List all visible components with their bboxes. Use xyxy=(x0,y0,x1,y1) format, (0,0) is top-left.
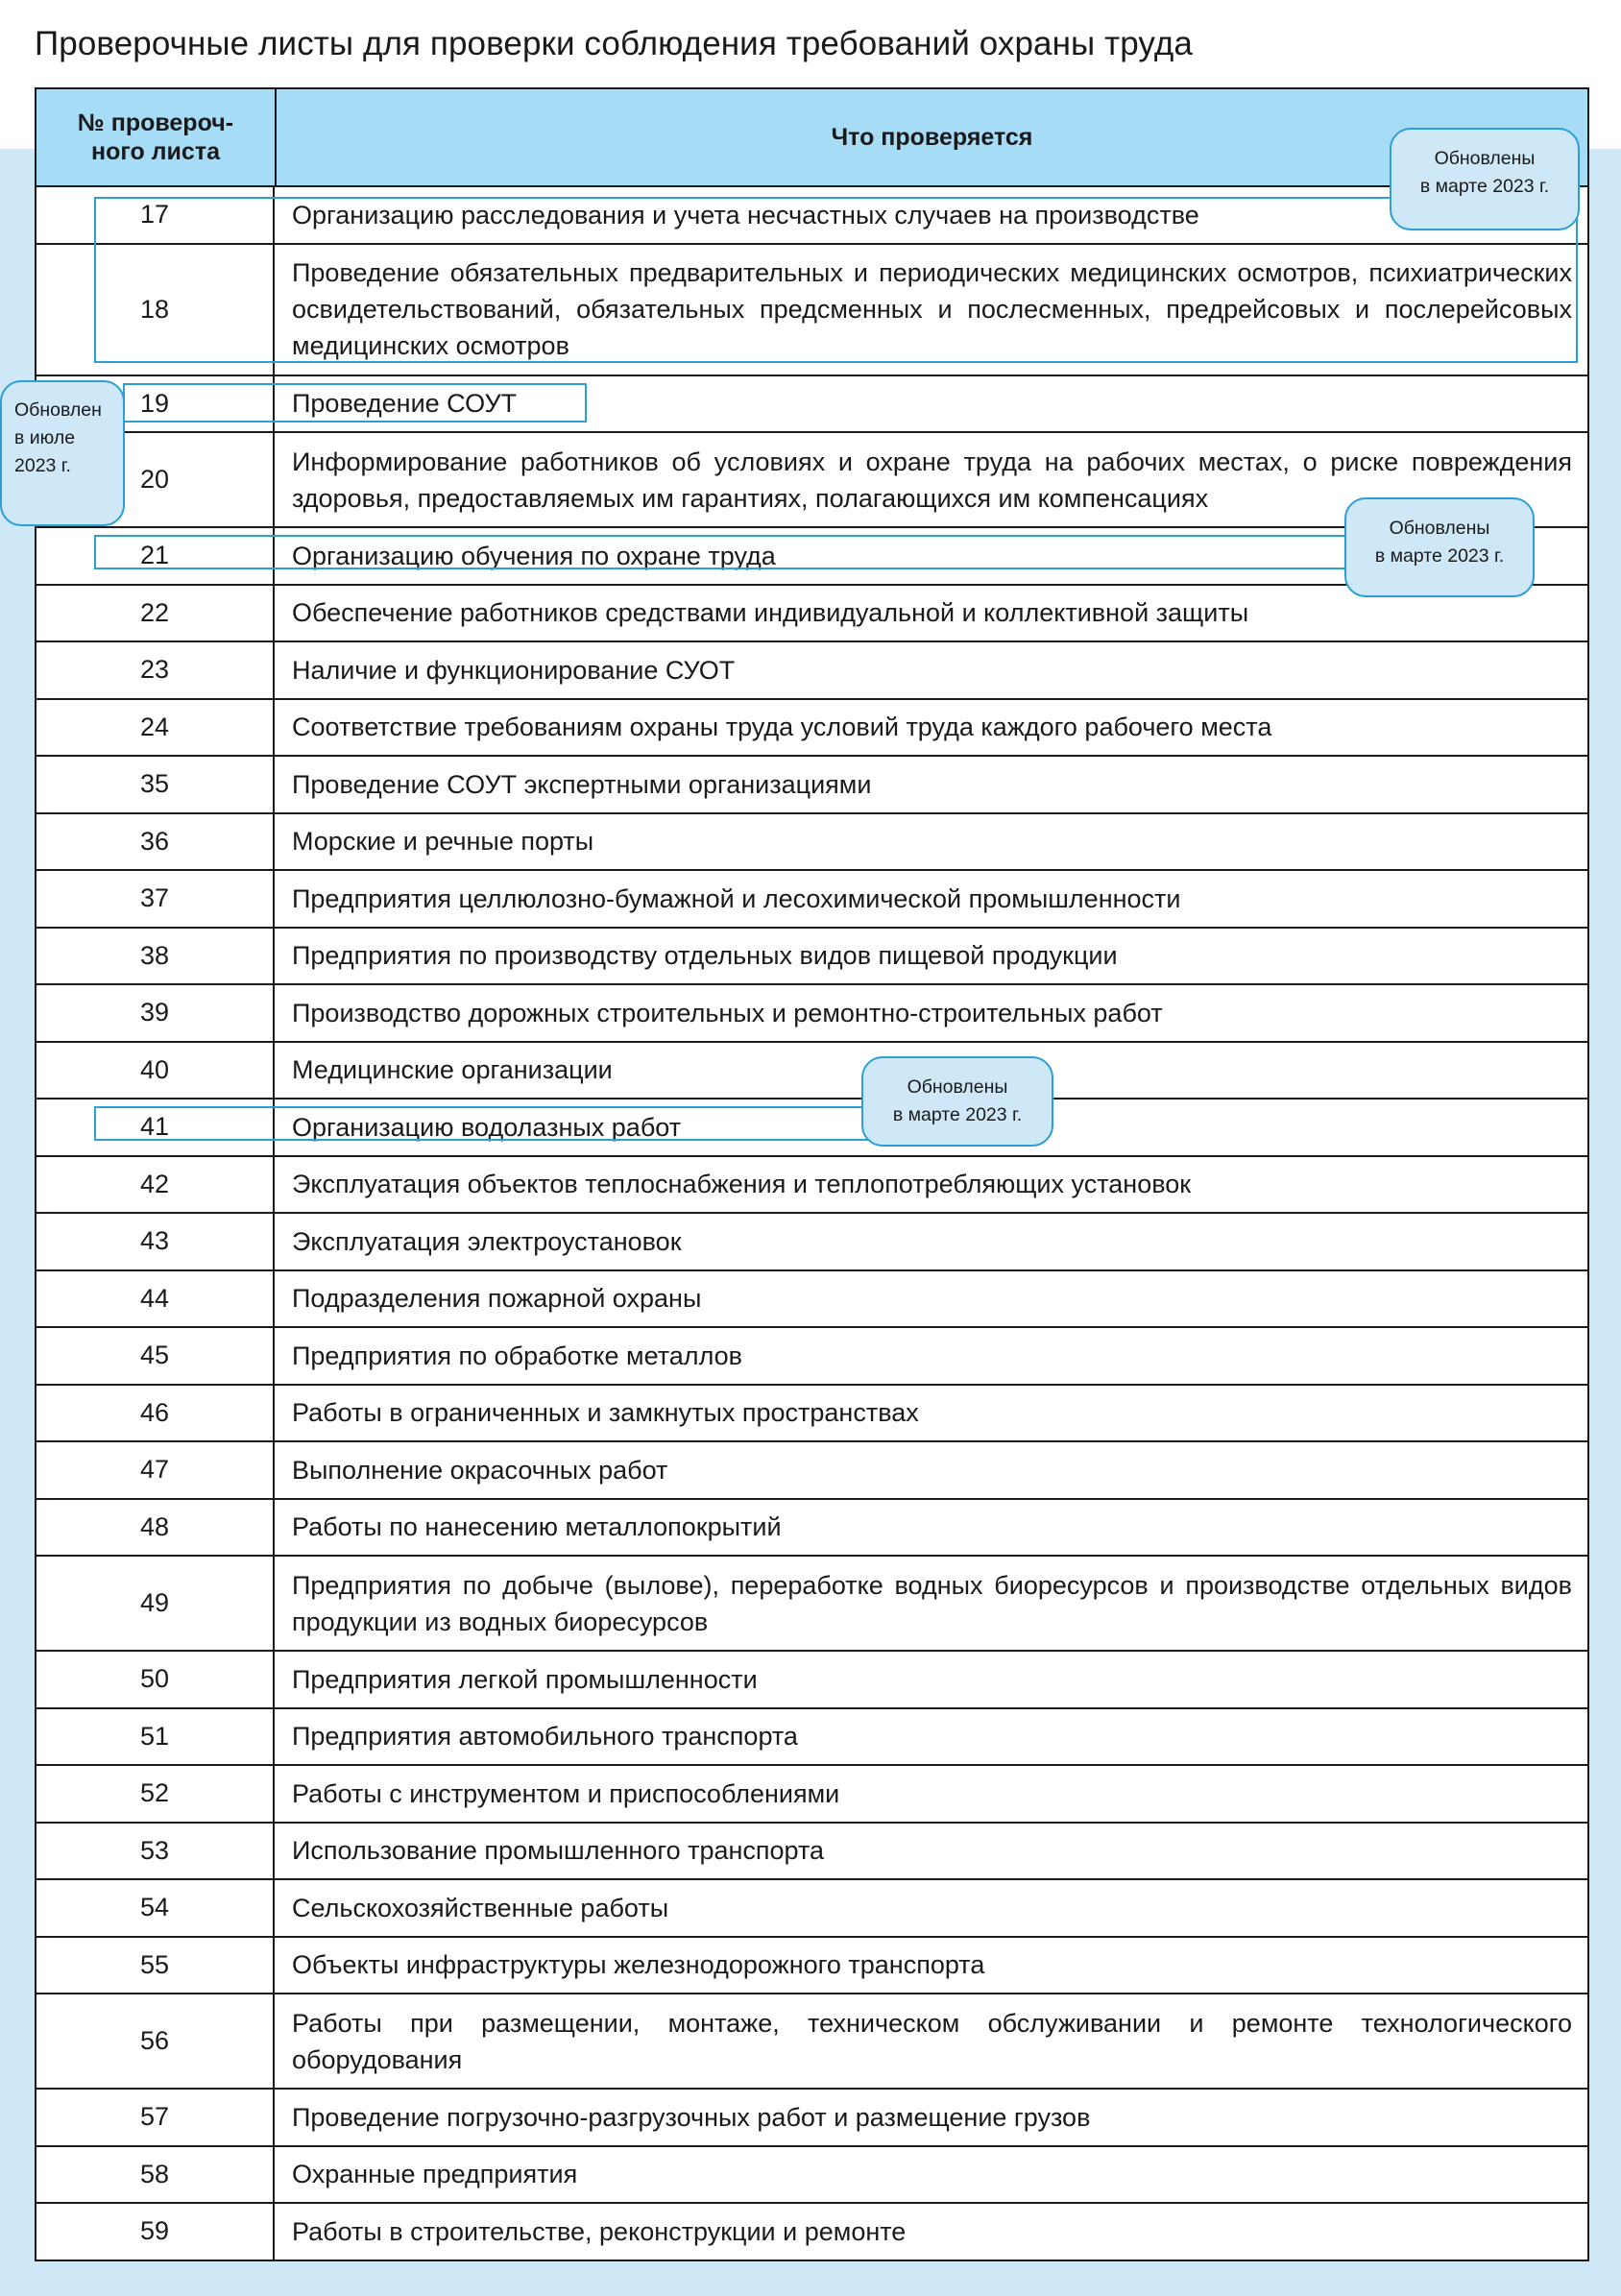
row-number: 41 xyxy=(36,1100,275,1155)
table-row xyxy=(36,1766,1587,1824)
row-number: 36 xyxy=(36,814,275,870)
row-description: Выполнение окрасочных работ xyxy=(292,1455,668,1485)
table-row xyxy=(36,929,1587,986)
row-number: 56 xyxy=(36,1994,275,2088)
row-number: 51 xyxy=(36,1709,275,1765)
table-row xyxy=(36,2090,1587,2147)
row-description: Охранные предприятия xyxy=(292,2160,578,2189)
row-description: Обеспечение работников средствами индивидуальной и коллективной защиты xyxy=(292,598,1249,628)
update-note-21: Обновлены в марте 2023 г. xyxy=(1344,497,1535,597)
row-description: Проведение погрузочно-разгрузочных работ и размещение грузов xyxy=(292,2102,1091,2132)
row-description: Медицинские организации xyxy=(292,1055,613,1085)
row-description: Работы при размещении, монтаже, техническом обслуживании и ремонте технологического оборудования xyxy=(292,2008,1572,2074)
row-number: 24 xyxy=(36,700,275,756)
table-row xyxy=(36,1880,1587,1938)
row-description: Соответствие требованиям охраны труда условий труда каждого рабочего места xyxy=(292,713,1272,742)
header-number xyxy=(36,89,277,185)
row-number: 22 xyxy=(36,586,275,641)
table-row xyxy=(36,2204,1587,2260)
row-number: 23 xyxy=(36,642,275,698)
checklist-table xyxy=(35,87,1589,2261)
row-description: Предприятия автомобильного транспорта xyxy=(292,1722,798,1752)
row-description: Предприятия целлюлозно-бумажной и лесохимической промышленности xyxy=(292,883,1181,913)
row-number: 55 xyxy=(36,1938,275,1994)
row-description: Предприятия по производству отдельных видов пищевой продукции xyxy=(292,941,1118,971)
table-row xyxy=(36,1043,1587,1100)
table-row xyxy=(36,1557,1587,1652)
row-number: 48 xyxy=(36,1500,275,1556)
update-note-41: Обновлены в марте 2023 г. xyxy=(861,1056,1053,1147)
row-description: Предприятия по добыче (вылове), переработке водных биоресурсов и производстве отдельных видов продукции из водных биоресурсов xyxy=(292,1570,1572,1636)
row-description: Организацию обучения по охране труда xyxy=(292,541,776,570)
row-number: 40 xyxy=(36,1043,275,1099)
table-row xyxy=(36,1100,1587,1157)
row-description: Работы с инструментом и приспособлениями xyxy=(292,1778,840,1808)
row-number: 52 xyxy=(36,1766,275,1822)
row-number: 18 xyxy=(36,245,275,375)
row-description: Проведение обязательных предварительных и периодических медицинских осмотров, психиатрических освидетельствований, обязательных предсменных и послесменных, предрейсовых и послерейсовых медицинских осмотров xyxy=(292,258,1572,360)
row-description: Объекты инфраструктуры железнодорожного транспорта xyxy=(292,1950,985,1980)
row-description: Предприятия легкой промышленности xyxy=(292,1664,758,1694)
row-description: Информирование работников об условиях и охране труда на рабочих местах, о риске повреждения здоровья, предоставляемых им гарантиях, полагающихся им компенсациях xyxy=(292,447,1572,513)
table-row xyxy=(36,871,1587,929)
table-row xyxy=(36,1271,1587,1329)
table-header xyxy=(36,89,1587,187)
row-number: 53 xyxy=(36,1824,275,1879)
row-number: 58 xyxy=(36,2147,275,2203)
row-number: 47 xyxy=(36,1442,275,1498)
page-title: Проверочные листы для проверки соблюдения требований охраны труда xyxy=(35,25,1193,62)
row-number: 59 xyxy=(36,2204,275,2260)
row-number: 57 xyxy=(36,2090,275,2145)
row-description: Предприятия по обработке металлов xyxy=(292,1341,742,1370)
row-number: 19 xyxy=(36,376,275,432)
table-row xyxy=(36,1386,1587,1443)
row-number: 46 xyxy=(36,1386,275,1441)
row-description: Производство дорожных строительных и ремонтно-строительных работ xyxy=(292,998,1163,1027)
row-description: Сельскохозяйственные работы xyxy=(292,1893,669,1922)
row-description: Эксплуатация электроустановок xyxy=(292,1226,682,1256)
table-row xyxy=(36,1500,1587,1558)
row-number: 17 xyxy=(36,187,275,243)
row-description: Эксплуатация объектов теплоснабжения и теплопотребляющих установок xyxy=(292,1170,1192,1199)
row-number: 54 xyxy=(36,1880,275,1936)
row-number: 43 xyxy=(36,1214,275,1269)
row-number: 38 xyxy=(36,929,275,984)
table-row xyxy=(36,1709,1587,1767)
row-description: Использование промышленного транспорта xyxy=(292,1836,825,1866)
row-number: 42 xyxy=(36,1157,275,1213)
row-description: Организацию расследования и учета несчастных случаев на производстве xyxy=(292,200,1199,230)
row-number: 45 xyxy=(36,1328,275,1384)
row-number: 20 xyxy=(36,433,275,526)
header-what-label: Что проверяется xyxy=(831,124,1033,151)
row-number: 44 xyxy=(36,1271,275,1327)
row-number: 35 xyxy=(36,757,275,812)
table-row xyxy=(36,757,1587,814)
row-number: 49 xyxy=(36,1557,275,1650)
row-description: Работы в строительстве, реконструкции и ремонте xyxy=(292,2216,907,2246)
table-row xyxy=(36,1328,1587,1386)
table-row xyxy=(36,376,1587,434)
row-description: Работы по нанесению металлопокрытий xyxy=(292,1512,782,1542)
row-description: Проведение СОУТ экспертными организациями xyxy=(292,769,872,799)
table-row xyxy=(36,2147,1587,2205)
update-note-17-18: Обновлены в марте 2023 г. xyxy=(1390,128,1580,230)
table-row xyxy=(36,700,1587,758)
table-row xyxy=(36,187,1587,245)
row-description: Организацию водолазных работ xyxy=(292,1112,682,1142)
header-number-label: № провероч- ного листа xyxy=(77,109,234,165)
row-number: 50 xyxy=(36,1652,275,1707)
row-number: 21 xyxy=(36,528,275,584)
table-row xyxy=(36,1157,1587,1215)
row-description: Проведение СОУТ xyxy=(292,389,518,419)
row-description: Подразделения пожарной охраны xyxy=(292,1284,702,1314)
table-row xyxy=(36,1994,1587,2090)
table-row xyxy=(36,245,1587,376)
row-description: Морские и речные порты xyxy=(292,827,594,857)
table-row xyxy=(36,1938,1587,1995)
table-row xyxy=(36,814,1587,872)
table-row xyxy=(36,985,1587,1043)
table-row xyxy=(36,1652,1587,1709)
row-number: 37 xyxy=(36,871,275,927)
table-row xyxy=(36,642,1587,700)
row-description: Работы в ограниченных и замкнутых пространствах xyxy=(292,1398,919,1428)
update-note-19: Обновлен в июле 2023 г. xyxy=(0,380,125,526)
table-body xyxy=(36,187,1587,2260)
row-number: 39 xyxy=(36,985,275,1041)
table-row xyxy=(36,1824,1587,1881)
table-row xyxy=(36,1214,1587,1271)
table-row xyxy=(36,1442,1587,1500)
row-description: Наличие и функционирование СУОТ xyxy=(292,655,736,685)
